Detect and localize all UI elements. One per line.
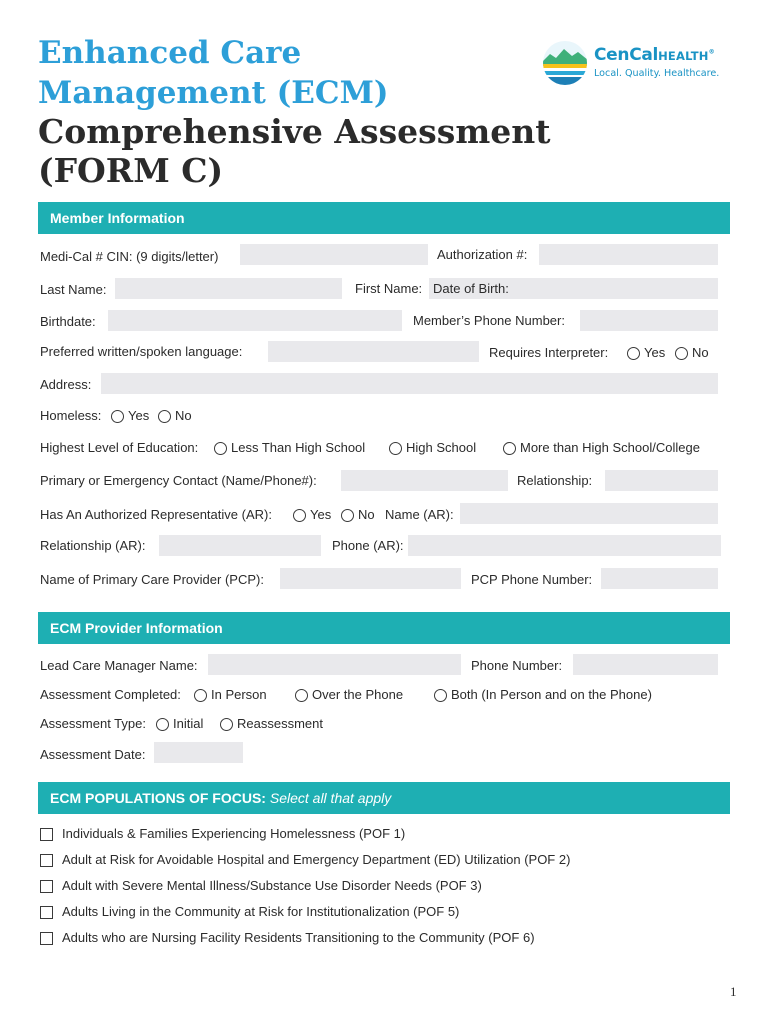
address-label: Address: (40, 377, 92, 392)
care-manager-field[interactable] (208, 654, 461, 675)
provider-phone-field[interactable] (573, 654, 718, 675)
ar-yes-radio[interactable]: Yes (293, 507, 331, 523)
title-line-1: Enhanced Care (38, 35, 302, 71)
title-line-3: Comprehensive Assessment (38, 112, 551, 151)
ar-relationship-label: Relationship (AR): (40, 538, 146, 553)
ar-relationship-field[interactable] (159, 535, 321, 556)
logo-tagline: Local. Quality. Healthcare. (594, 68, 720, 79)
language-field[interactable] (268, 341, 479, 362)
pcp-name-field[interactable] (280, 568, 461, 589)
type-reassessment-radio[interactable]: Reassessment (220, 716, 323, 732)
ar-name-field[interactable] (460, 503, 718, 524)
radio-circle-icon (220, 718, 233, 731)
education-high-school-radio[interactable]: High School (389, 440, 476, 456)
ar-label: Has An Authorized Representative (AR): (40, 507, 272, 522)
last-name-label: Last Name: (40, 282, 107, 297)
pof-1-checkbox[interactable]: Individuals & Families Experiencing Homelessness (POF 1) (40, 826, 405, 842)
pof-6-checkbox[interactable]: Adults who are Nursing Facility Residents Transitioning to the Community (POF 6) (40, 930, 535, 946)
radio-circle-icon (389, 442, 402, 455)
emergency-contact-label: Primary or Emergency Contact (Name/Phone#): (40, 473, 317, 488)
pcp-phone-label: PCP Phone Number: (471, 572, 593, 587)
checkbox-icon (40, 906, 53, 919)
homeless-no-radio[interactable]: No (158, 408, 192, 424)
education-less-than-high-school-radio[interactable]: Less Than High School (214, 440, 365, 456)
ar-phone-label: Phone (AR): (332, 538, 404, 553)
radio-circle-icon (675, 347, 688, 360)
page-number: 1 (730, 984, 737, 999)
radio-circle-icon (503, 442, 516, 455)
logo-mark-icon (542, 40, 588, 86)
address-field[interactable] (101, 373, 718, 394)
radio-circle-icon (158, 410, 171, 423)
assessment-completed-label: Assessment Completed: (40, 687, 181, 702)
title-line-4: (FORM C) (38, 151, 224, 190)
relationship-field[interactable] (605, 470, 718, 491)
cin-label: Medi-Cal # CIN: (9 digits/letter) (40, 249, 219, 264)
care-manager-label: Lead Care Manager Name: (40, 658, 198, 673)
radio-circle-icon (434, 689, 447, 702)
language-label: Preferred written/spoken language: (40, 344, 243, 359)
first-name-field-value: Date of Birth: (433, 281, 509, 296)
authorization-field[interactable] (539, 244, 718, 265)
interpreter-no-radio[interactable]: No (675, 345, 709, 361)
member-phone-field[interactable] (580, 310, 718, 331)
radio-circle-icon (627, 347, 640, 360)
pcp-name-label: Name of Primary Care Provider (PCP): (40, 572, 264, 587)
assessment-date-field[interactable] (154, 742, 243, 763)
ecm-provider-information-header: ECM Provider Information (38, 612, 730, 644)
pcp-phone-field[interactable] (601, 568, 718, 589)
last-name-field[interactable] (115, 278, 342, 299)
completed-in-person-radio[interactable]: In Person (194, 687, 267, 703)
first-name-label: First Name: (355, 281, 423, 296)
education-label: Highest Level of Education: (40, 440, 199, 455)
provider-phone-label: Phone Number: (471, 658, 563, 673)
homeless-label: Homeless: (40, 408, 102, 423)
member-information-header: Member Information (38, 202, 730, 234)
ar-no-radio[interactable]: No (341, 507, 375, 523)
checkbox-icon (40, 932, 53, 945)
pof-3-checkbox[interactable]: Adult with Severe Mental Illness/Substance Use Disorder Needs (POF 3) (40, 878, 482, 894)
checkbox-icon (40, 828, 53, 841)
radio-circle-icon (293, 509, 306, 522)
assessment-date-label: Assessment Date: (40, 747, 146, 762)
pof-5-checkbox[interactable]: Adults Living in the Community at Risk for Institutionalization (POF 5) (40, 904, 459, 920)
interpreter-yes-radio[interactable]: Yes (627, 345, 665, 361)
cencal-health-logo (542, 40, 732, 90)
radio-circle-icon (341, 509, 354, 522)
relationship-label: Relationship: (517, 473, 593, 488)
birthdate-field[interactable] (108, 310, 402, 331)
member-phone-label: Member’s Phone Number: (413, 313, 565, 328)
authorization-label: Authorization #: (437, 247, 528, 262)
cin-field[interactable] (240, 244, 428, 265)
completed-both-radio[interactable]: Both (In Person and on the Phone) (434, 687, 652, 703)
radio-circle-icon (194, 689, 207, 702)
first-name-field[interactable] (429, 278, 718, 299)
interpreter-label: Requires Interpreter: (489, 345, 609, 360)
radio-circle-icon (295, 689, 308, 702)
title-line-2: Management (ECM) (38, 75, 389, 111)
checkbox-icon (40, 880, 53, 893)
populations-of-focus-header: ECM POPULATIONS OF FOCUS: Select all that apply (38, 782, 730, 814)
birthdate-label: Birthdate: (40, 314, 96, 329)
education-more-than-high-school-radio[interactable]: More than High School/College (503, 440, 700, 456)
pof-2-checkbox[interactable]: Adult at Risk for Avoidable Hospital and Emergency Department (ED) Utilization (POF 2) (40, 852, 570, 868)
assessment-type-label: Assessment Type: (40, 716, 146, 731)
emergency-contact-field[interactable] (341, 470, 508, 491)
radio-circle-icon (111, 410, 124, 423)
completed-over-phone-radio[interactable]: Over the Phone (295, 687, 403, 703)
logo-name: CenCalHEALTH® (594, 45, 715, 65)
radio-circle-icon (214, 442, 227, 455)
type-initial-radio[interactable]: Initial (156, 716, 203, 732)
radio-circle-icon (156, 718, 169, 731)
ar-name-label: Name (AR): (385, 507, 454, 522)
checkbox-icon (40, 854, 53, 867)
homeless-yes-radio[interactable]: Yes (111, 408, 149, 424)
ar-phone-field[interactable] (408, 535, 721, 556)
